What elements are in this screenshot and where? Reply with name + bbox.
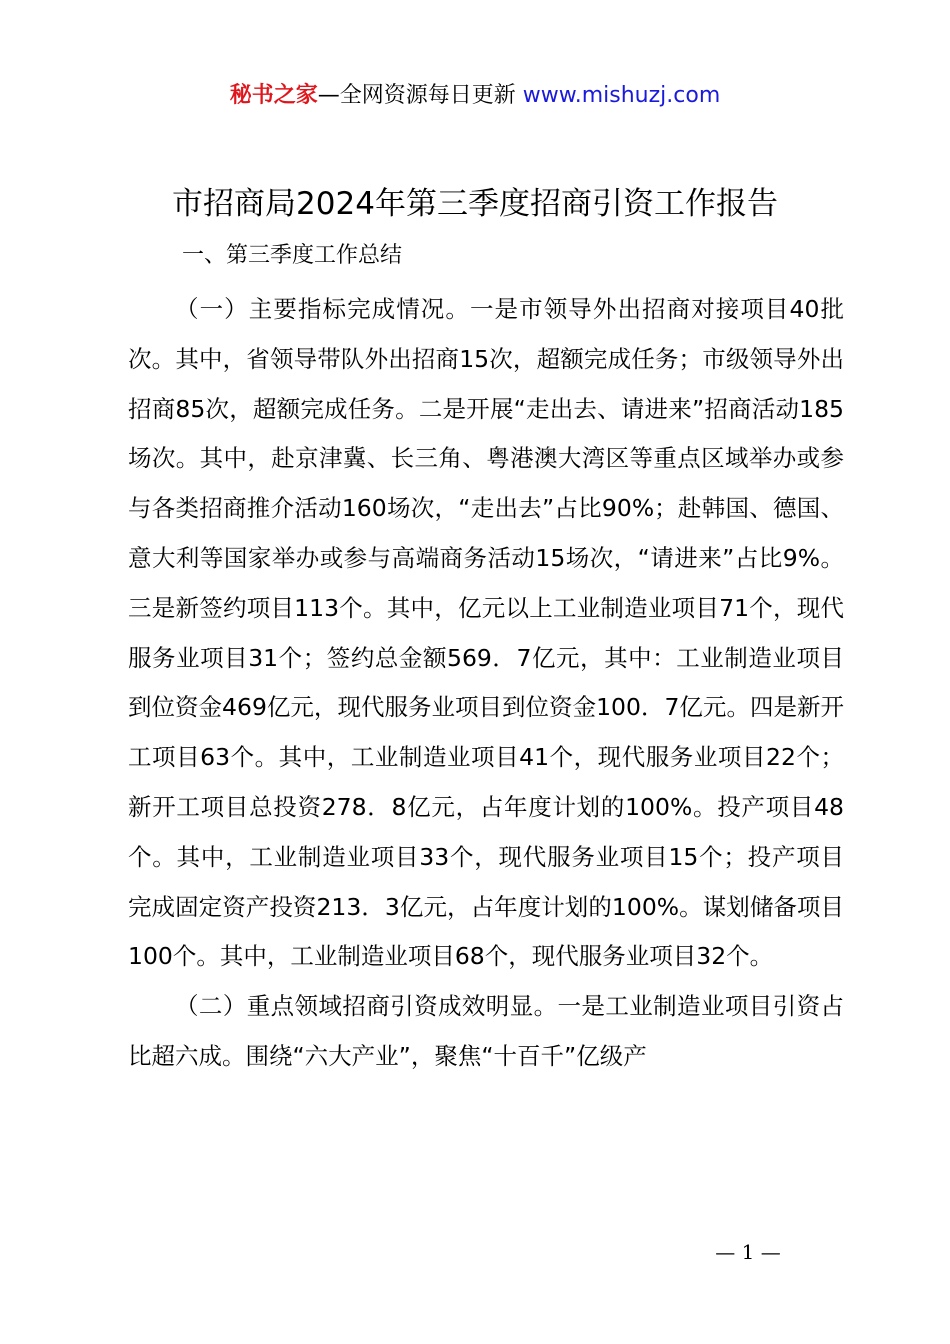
paragraph-main-indicators: （一）主要指标完成情况。一是市领导外出招商对接项目40批次。其中，省领导带队外出招商15次，超额完成任务；市级领导外出招商85次，超额完成任务。二是开展“走出去、请进来”招商活动185场次。其中，赴京津冀、长三角、粤港澳大湾区等重点区域举办或参与各类招商推介活动160场次，“走出去”占比90%；赴韩国、德国、意大利等国家举办或参与高端商务活动15场次，“请进来”占比9%。三是新签约项目113个。其中，亿元以上工业制造业项目71个，现代服务业项目31个；签约总金额569．7亿元，其中：工业制造业项目到位资金469亿元，现代服务业项目到位资金100．7亿元。四是新开工项目63个。其中，工业制造业项目41个，现代服务业项目22个；新开工项目总投资278．8亿元，占年度计划的100%。投产项目48个。其中，工业制造业项目33个，现代服务业项目15个；投产项目完成固定资产投资213．3亿元，占年度计划的100%。谋划储备项目100个。其中，工业制造业项目68个，现代服务业项目32个。 bbox=[128, 295, 844, 971]
site-brand: 秘书之家 bbox=[229, 83, 318, 108]
document-body bbox=[128, 285, 844, 1082]
site-tagline: —全网资源每日更新 bbox=[317, 83, 523, 108]
page-number: — 1 — bbox=[715, 1240, 781, 1264]
paragraph-key-areas: （二）重点领域招商引资成效明显。一是工业制造业项目引资占比超六成。围绕“六大产业”，聚焦“十百千”亿级产 bbox=[128, 992, 844, 1070]
site-header bbox=[0, 80, 950, 112]
document-title: 市招商局2024年第三季度招商引资工作报告 bbox=[172, 186, 778, 222]
site-url-link[interactable]: www.mishuzj.com bbox=[522, 83, 721, 108]
section-heading: 一、第三季度工作总结 bbox=[182, 243, 403, 268]
